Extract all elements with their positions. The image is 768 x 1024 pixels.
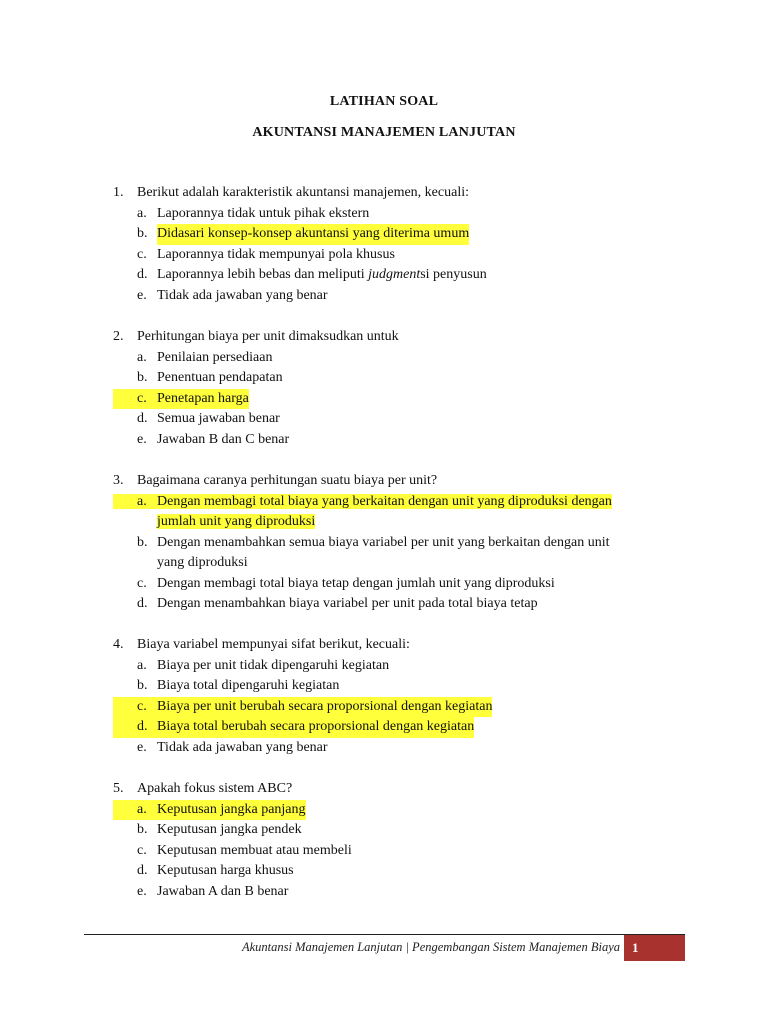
- question-text: Berikut adalah karakteristik akuntansi manajemen, kecuali:: [137, 185, 469, 200]
- question-5: [113, 779, 352, 902]
- option-item: d. Dengan menambahkan biaya variabel per unit pada total biaya tetap: [137, 596, 538, 611]
- question-number: 5.: [113, 781, 124, 796]
- question-2: [113, 327, 399, 450]
- option-item: e. Jawaban B dan C benar: [137, 431, 290, 447]
- option-item: c. Keputusan membuat atau membeli: [137, 842, 352, 858]
- page-title: LATIHAN SOAL: [329, 94, 439, 109]
- option-item: b. Keputusan jangka pendek: [137, 822, 302, 837]
- question-text: Apakah fokus sistem ABC?: [137, 781, 293, 796]
- option-item: a. Biaya per unit tidak dipengaruhi kegiatan: [137, 657, 390, 673]
- option-item: c. Dengan membagi total biaya tetap dengan jumlah unit yang diproduksi: [137, 575, 555, 591]
- option-item-answer: a. Keputusan jangka panjang: [113, 800, 352, 821]
- footer-divider: [84, 934, 685, 935]
- question-number: 3.: [113, 473, 124, 488]
- option-item: d. Keputusan harga khusus: [137, 863, 294, 878]
- question-4: [113, 635, 492, 758]
- option-item: d. Semua jawaban benar: [137, 411, 280, 426]
- option-item: e. Tidak ada jawaban yang benar: [137, 287, 328, 303]
- option-item-answer: c. Biaya per unit berubah secara proporsional dengan kegiatan: [113, 697, 492, 718]
- page-subtitle: AKUNTANSI MANAJEMEN LANJUTAN: [252, 125, 516, 140]
- question-text: Biaya variabel mempunyai sifat berikut, kecuali:: [137, 637, 410, 652]
- question-number: 1.: [113, 185, 124, 200]
- option-item-answer: b. Didasari konsep-konsep akuntansi yang diterima umum: [113, 224, 487, 245]
- option-item: c. Laporannya tidak mempunyai pola khusus: [137, 246, 395, 262]
- page-number-badge: 1: [624, 935, 685, 961]
- question-number: 4.: [113, 637, 124, 652]
- question-number: 2.: [113, 329, 124, 344]
- option-item-answer: c. Penetapan harga: [113, 389, 399, 410]
- footer-text: Akuntansi Manajemen Lanjutan | Pengembangan Sistem Manajemen Biaya: [241, 940, 620, 954]
- question-text: Perhitungan biaya per unit dimaksudkan untuk: [137, 329, 399, 344]
- question-3: [113, 471, 612, 615]
- option-item: e. Tidak ada jawaban yang benar: [137, 739, 328, 755]
- option-item: b. Dengan menambahkan semua biaya variabel per unit yang berkaitan dengan unit yang diproduksi: [137, 534, 610, 570]
- question-text: Bagaimana caranya perhitungan suatu biaya per unit?: [137, 473, 438, 488]
- option-item: b. Penentuan pendapatan: [137, 370, 283, 385]
- option-item-answer: d. Biaya total berubah secara proporsional dengan kegiatan: [113, 717, 492, 738]
- option-item: a. Penilaian persediaan: [137, 349, 273, 365]
- option-item: e. Jawaban A dan B benar: [137, 883, 289, 899]
- option-item: d. Laporannya lebih bebas dan meliputi judgmentsi penyusun: [137, 267, 487, 282]
- option-item: a. Laporannya tidak untuk pihak ekstern: [137, 205, 370, 221]
- option-item-answer: a. Dengan membagi total biaya yang berkaitan dengan unit yang diproduksi dengan jumlah unit yang diproduksi: [113, 492, 612, 533]
- option-item: b. Biaya total dipengaruhi kegiatan: [137, 678, 340, 693]
- question-1: [113, 183, 487, 306]
